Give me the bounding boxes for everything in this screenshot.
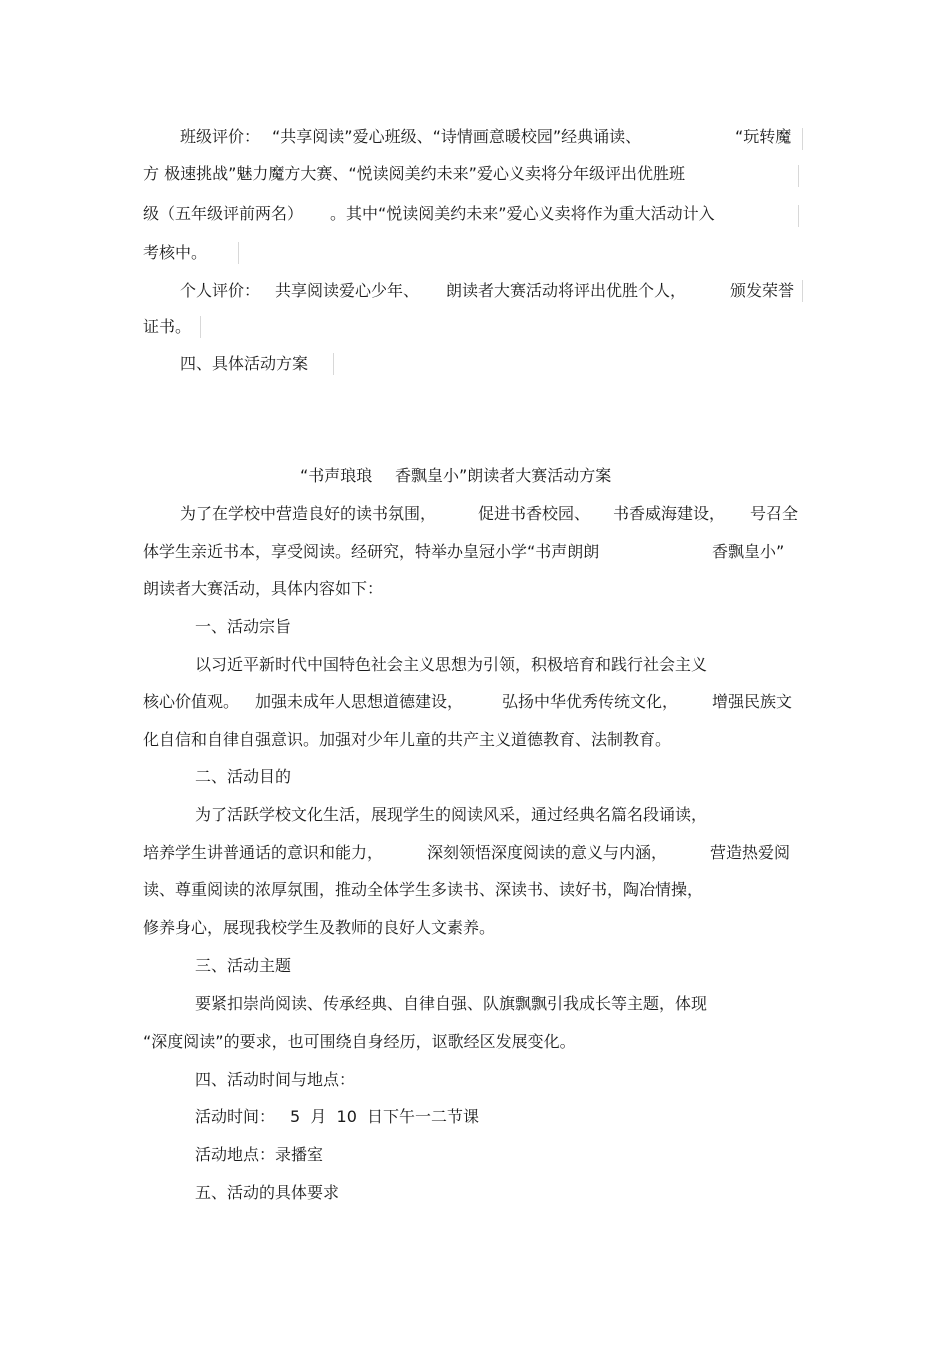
- para3-line2b: 深刻领悟深度阅读的意义与内涵，: [427, 843, 668, 862]
- para3-line1: 为了活跃学校文化生活，展现学生的阅读风采，通过经典名篇名段诵读，: [195, 805, 708, 824]
- class-eval-line4: 考核中。: [143, 243, 208, 262]
- para3-line2c: 营造热爱阅: [710, 843, 791, 862]
- frame-border: [238, 242, 239, 264]
- personal-eval-text2: 朗读者大赛活动将评出优胜个人，: [446, 281, 687, 300]
- doc-title-part1: “书声琅琅: [300, 466, 373, 485]
- class-eval-label: 班级评价：: [180, 127, 261, 146]
- para1-line1d: 号召全: [750, 504, 799, 523]
- personal-eval-text1: 共享阅读爱心少年、: [275, 281, 420, 300]
- para1-line2a: 体学生亲近书本，享受阅读。经研究，特举办皇冠小学“书声朗朗: [143, 542, 600, 561]
- para2-line2c: 弘扬中华优秀传统文化，: [502, 692, 679, 711]
- heading-purpose: 一、活动宗旨: [195, 617, 292, 636]
- frame-border: [333, 353, 334, 375]
- class-eval-line3a: 级（五年级评前两名）: [143, 204, 304, 223]
- para2-line3: 化自信和自律自强意识。加强对少年儿童的共产主义道德教育、法制教育。: [143, 730, 672, 749]
- para3-line4: 修养身心，展现我校学生及教师的良好人文素养。: [143, 918, 496, 937]
- personal-eval-text3: 颁发荣誉: [730, 281, 795, 300]
- para1-line3: 朗读者大赛活动，具体内容如下：: [143, 579, 384, 598]
- heading-time-place: 四、活动时间与地点：: [195, 1070, 356, 1089]
- para1-line2b: 香飘皇小”: [712, 542, 785, 561]
- class-eval-text: “共享阅读”爱心班级、“诗情画意暖校园”经典诵读、: [272, 127, 642, 146]
- heading-requirements: 五、活动的具体要求: [195, 1183, 340, 1202]
- activity-place: 活动地点：录播室: [195, 1145, 324, 1164]
- personal-eval-line2: 证书。: [143, 317, 192, 336]
- class-eval-line2: 方 极速挑战”魅力魔方大赛、“悦读阅美约未来”爱心义卖将分年级评出优胜班: [143, 164, 685, 183]
- para1-line1a: 为了在学校中营造良好的读书氛围，: [180, 504, 437, 523]
- para4-line2: “深度阅读”的要求，也可围绕自身经历，讴歌经区发展变化。: [143, 1032, 576, 1051]
- frame-border: [798, 205, 799, 227]
- para4-line1: 要紧扣崇尚阅读、传承经典、自律自强、队旗飘飘引我成长等主题，体现: [195, 994, 708, 1013]
- personal-eval-label: 个人评价：: [180, 281, 261, 300]
- heading-goal: 二、活动目的: [195, 767, 292, 786]
- frame-border: [802, 128, 803, 150]
- heading-theme: 三、活动主题: [195, 956, 292, 975]
- activity-time-label: 活动时间：: [195, 1107, 276, 1126]
- frame-border: [802, 280, 803, 302]
- class-eval-line3b: 。其中“悦读阅美约未来”爱心义卖将作为重大活动计入: [330, 204, 715, 223]
- class-eval-text-end: “玩转魔: [735, 127, 792, 146]
- para1-line1b: 促进书香校园、: [478, 504, 591, 523]
- para3-line2a: 培养学生讲普通话的意识和能力，: [143, 843, 384, 862]
- para3-line3: 读、尊重阅读的浓厚氛围，推动全体学生多读书、深读书、读好书，陶冶情操，: [143, 880, 704, 899]
- activity-time-value: 5 月 10 日下午一二节课: [290, 1107, 480, 1126]
- para1-line1c: 书香威海建设，: [613, 504, 726, 523]
- doc-title-part2: 香飘皇小”朗读者大赛活动方案: [395, 466, 612, 485]
- frame-border: [798, 165, 799, 187]
- para2-line1: 以习近平新时代中国特色社会主义思想为引领，积极培育和践行社会主义: [195, 655, 708, 674]
- para2-line2d: 增强民族文: [712, 692, 793, 711]
- frame-border: [200, 316, 201, 338]
- para2-line2a: 核心价值观。: [143, 692, 240, 711]
- para2-line2b: 加强未成年人思想道德建设，: [255, 692, 464, 711]
- section-heading-4: 四、具体活动方案: [180, 354, 309, 373]
